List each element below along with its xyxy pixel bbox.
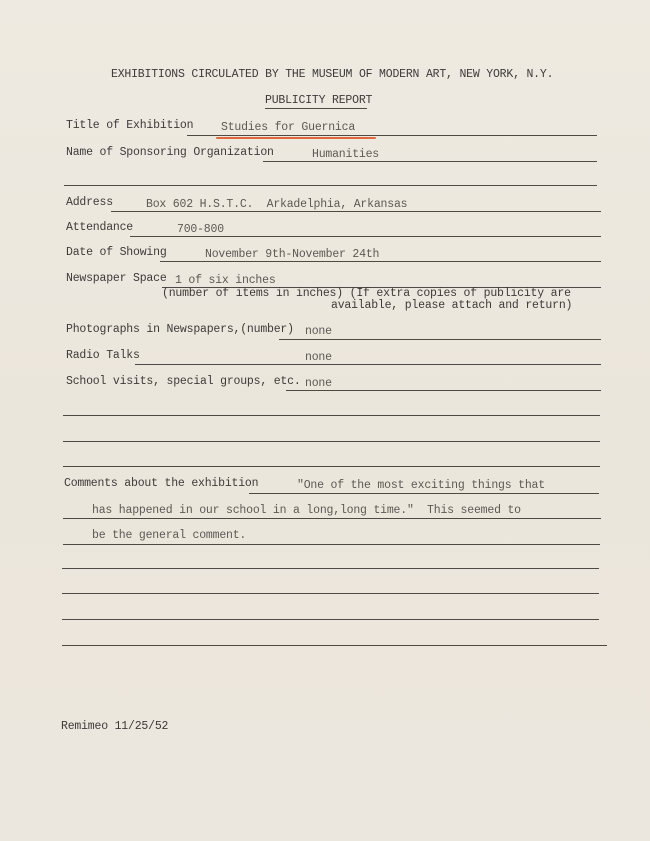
radio-talks-label: Radio Talks — [66, 349, 140, 362]
photographs-value: none — [305, 325, 332, 338]
title-of-exhibition-line — [187, 135, 597, 136]
photographs-line — [279, 339, 601, 340]
red-pencil-underline — [216, 137, 376, 139]
school-visits-value: none — [305, 377, 332, 390]
photographs-label: Photographs in Newspapers,(number) — [66, 323, 294, 336]
header-subtitle: PUBLICITY REPORT — [265, 94, 373, 107]
sponsoring-org-value: Humanities — [312, 148, 380, 161]
date-of-showing-value: November 9th-November 24th — [205, 248, 380, 261]
comments-label: Comments about the exhibition — [64, 477, 259, 490]
date-of-showing-label: Date of Showing — [66, 246, 167, 259]
newspaper-space-note-2: available, please attach and return) — [331, 299, 573, 312]
blank-line-7 — [62, 619, 599, 620]
attendance-label: Attendance — [66, 221, 134, 234]
blank-line-2 — [63, 415, 600, 416]
radio-talks-line — [135, 364, 601, 365]
sponsoring-org-line — [263, 161, 597, 162]
subtitle-underline — [265, 108, 367, 109]
newspaper-space-label: Newspaper Space — [66, 272, 167, 285]
school-visits-label: School visits, special groups, etc. — [66, 375, 301, 388]
comments-rule-1 — [249, 493, 599, 494]
title-of-exhibition-label: Title of Exhibition — [66, 119, 194, 132]
address-value: Box 602 H.S.T.C. Arkadelphia, Arkansas — [146, 198, 408, 211]
blank-line-6 — [62, 593, 599, 594]
blank-line-4 — [63, 466, 600, 467]
school-visits-line — [286, 390, 601, 391]
remimeo-footer: Remimeo 11/25/52 — [61, 720, 169, 733]
comments-line-3: be the general comment. — [92, 529, 247, 542]
address-line — [111, 211, 601, 212]
comments-rule-3 — [63, 544, 600, 545]
newspaper-space-note-1: (number of items in inches) (If extra copies of publicity are — [162, 287, 571, 300]
blank-line-1 — [64, 185, 597, 186]
header-title: EXHIBITIONS CIRCULATED BY THE MUSEUM OF MODERN ART, NEW YORK, N.Y. — [111, 68, 554, 81]
blank-line-8 — [62, 645, 607, 646]
comments-rule-2 — [63, 518, 601, 519]
radio-talks-value: none — [305, 351, 332, 364]
newspaper-space-value: 1 of six inches — [175, 274, 276, 287]
attendance-line — [130, 236, 601, 237]
date-of-showing-line — [160, 261, 601, 262]
blank-line-3 — [63, 441, 600, 442]
comments-line-1: "One of the most exciting things that — [297, 479, 545, 492]
blank-line-5 — [62, 568, 599, 569]
comments-line-2: has happened in our school in a long,long time." This seemed to — [92, 504, 521, 517]
sponsoring-org-label: Name of Sponsoring Organization — [66, 146, 274, 159]
title-of-exhibition-value: Studies for Guernica — [221, 121, 356, 134]
address-label: Address — [66, 196, 113, 209]
attendance-value: 700-800 — [177, 223, 224, 236]
